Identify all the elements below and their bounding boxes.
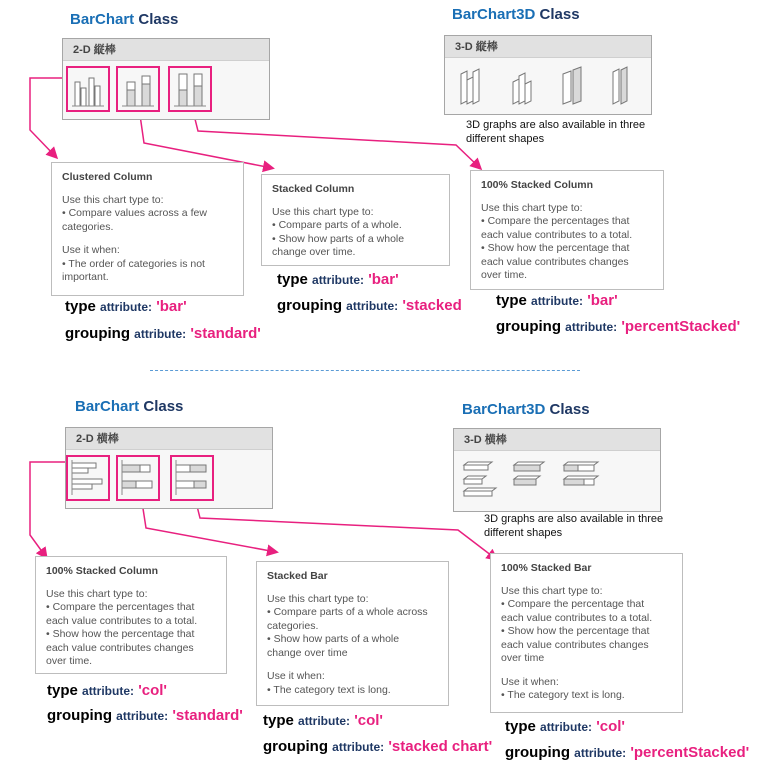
grouping-attribute: grouping attribute: 'standard' [47,707,243,724]
stacked-column-icon [118,68,158,110]
section-divider [150,370,580,371]
tooltip-percent-stacked-column: 100% Stacked Column Use this chart type to: • Compare the percentages that each value contributes to a total. • Show how the percentage that each value contributes changes over time. [470,170,664,290]
top-left-heading: BarChart Class [70,11,179,28]
type-attribute: type attribute: 'bar' [496,292,618,309]
grouping-attribute: grouping attribute: 'stacked chart' [263,738,493,755]
gallery-title: 3-D 横棒 [454,429,660,451]
3d-column-icon [453,64,643,110]
gallery-title: 2-D 横棒 [66,428,272,450]
clustered-bar-thumbnail[interactable] [66,455,110,501]
arrow-stacked-column [140,115,272,168]
type-attribute: type attribute: 'col' [263,712,383,729]
type-attribute: type attribute: 'col' [505,718,625,735]
stacked-bar-thumbnail[interactable] [116,455,160,501]
gallery-title: 3-D 縦棒 [445,36,651,58]
arrow-bottom-standard [30,462,66,557]
3d-bar-icon [460,457,654,507]
gallery-3d-bar [453,428,661,512]
gallery-3d-column [444,35,652,115]
tooltip-percent-stacked-column: 100% Stacked Column Use this chart type to: • Compare the percentages that each value contributes to a total. • Show how the percentage that each value contributes changes over time. [35,556,227,674]
clustered-column-thumbnail[interactable] [66,66,110,112]
stacked-bar-icon [118,457,158,499]
percent-stacked-column-icon [170,68,210,110]
tooltip-percent-stacked-bar: 100% Stacked Bar Use this chart type to: • Compare the percentage that each value contributes to a total. • Show how the percentage that each value contributes changes over time Use it when: • The category text is long. [490,553,683,713]
bottom-right-heading: BarChart3D Class [462,401,590,418]
clustered-column-icon [68,68,108,110]
gallery-title: 2-D 縦棒 [63,39,269,61]
grouping-attribute: grouping attribute: 'percentStacked' [505,744,750,761]
grouping-attribute: grouping attribute: 'stacked [277,297,462,314]
percent-stacked-bar-thumbnail[interactable] [170,455,214,501]
type-attribute: type attribute: 'col' [47,682,167,699]
arrow-clustered-column [30,78,66,157]
bottom-left-heading: BarChart Class [75,398,184,415]
3d-note: 3D graphs are also available in three different shapes [466,119,646,145]
stacked-column-thumbnail[interactable] [116,66,160,112]
arrow-bottom-percent-stacked [196,502,496,559]
grouping-attribute: grouping attribute: 'standard' [65,325,261,342]
tooltip-clustered-column: Clustered Column Use this chart type to: • Compare values across a few categories. Use it when: • The order of categories is not important. [51,162,244,296]
tooltip-stacked-bar: Stacked Bar Use this chart type to: • Compare parts of a whole across categories. • Show how parts of a whole change over time Use it when: • The category text is long. [256,561,449,706]
tooltip-stacked-column: Stacked Column Use this chart type to: • Compare parts of a whole. • Show how parts of a whole change over time. [261,174,450,266]
clustered-bar-icon [68,457,108,499]
percent-stacked-column-thumbnail[interactable] [168,66,212,112]
percent-stacked-bar-icon [172,457,212,499]
grouping-attribute: grouping attribute: 'percentStacked' [496,318,741,335]
top-right-heading: BarChart3D Class [452,6,580,23]
arrow-bottom-stacked [142,502,276,552]
type-attribute: type attribute: 'bar' [277,271,399,288]
type-attribute: type attribute: 'bar' [65,298,187,315]
arrow-percent-stacked-column [194,115,480,168]
3d-note: 3D graphs are also available in three different shapes [484,513,664,539]
